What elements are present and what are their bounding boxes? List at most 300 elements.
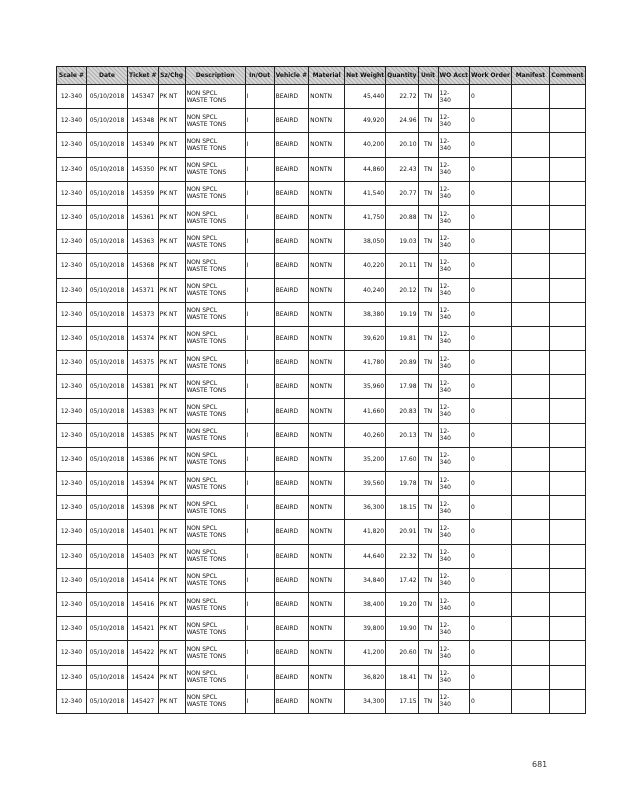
description-cell [185, 230, 245, 254]
manifest-cell [511, 447, 549, 471]
manifest-cell [511, 85, 549, 109]
description-cell-line: WASTE TONS [186, 386, 227, 394]
work-order-cell: 0 [469, 85, 511, 109]
description-cell [185, 447, 245, 471]
description-cell [185, 592, 245, 616]
vehicle-cell: BEAIRD [274, 157, 309, 181]
table-row [57, 326, 586, 350]
in-out-cell: I [245, 109, 274, 133]
quantity-cell: 17.15 [386, 689, 418, 713]
net-weight-cell: 41,780 [345, 351, 386, 375]
sz-chg-cell: PK NT [158, 496, 185, 520]
manifest-cell [511, 109, 549, 133]
wo-acct-cell-line: 12- [439, 452, 450, 460]
sz-chg-cell: PK NT [158, 181, 185, 205]
work-order-cell: 0 [469, 278, 511, 302]
net-weight-cell: 36,300 [345, 496, 386, 520]
in-out-cell: I [245, 520, 274, 544]
quantity-cell: 19.78 [386, 472, 418, 496]
manifest-cell [511, 592, 549, 616]
wo-acct-cell [438, 689, 469, 713]
scale-cell: 12-340 [57, 544, 87, 568]
wo-acct-cell-line: 12- [439, 137, 450, 145]
table-header-row [57, 67, 586, 85]
sz-chg-cell: PK NT [158, 423, 185, 447]
wo-acct-cell-line: 340 [439, 120, 451, 128]
net-weight-cell: 36,820 [345, 665, 386, 689]
wo-acct-cell-line: 12- [439, 573, 450, 581]
description-cell-line: WASTE TONS [186, 338, 227, 346]
scale-cell: 12-340 [57, 641, 87, 665]
in-out-cell: I [245, 133, 274, 157]
date-cell: 05/10/2018 [87, 423, 128, 447]
vehicle-cell: BEAIRD [274, 230, 309, 254]
sz-chg-cell: PK NT [158, 230, 185, 254]
description-cell-line: WASTE TONS [186, 314, 227, 322]
net-weight-cell: 34,300 [345, 689, 386, 713]
ticket-cell: 145421 [128, 617, 159, 641]
description-cell-line: WASTE TONS [186, 459, 227, 467]
vehicle-cell: BEAIRD [274, 496, 309, 520]
comment-cell [549, 544, 585, 568]
wo-acct-cell-line: 12- [439, 694, 450, 702]
quantity-cell: 20.83 [386, 399, 418, 423]
work-order-cell: 0 [469, 568, 511, 592]
net-weight-cell: 35,200 [345, 447, 386, 471]
net-weight-cell: 35,960 [345, 375, 386, 399]
sz-chg-cell: PK NT [158, 544, 185, 568]
date-cell: 05/10/2018 [87, 205, 128, 229]
material-cell: NONTN [309, 592, 345, 616]
net-weight-cell: 38,050 [345, 230, 386, 254]
wo-acct-cell-line: 340 [439, 144, 451, 152]
table-row [57, 109, 586, 133]
description-cell [185, 665, 245, 689]
unit-cell: TN [418, 520, 438, 544]
quantity-cell: 20.60 [386, 641, 418, 665]
wo-acct-cell-line: 12- [439, 210, 450, 218]
description-cell [185, 568, 245, 592]
wo-acct-cell [438, 278, 469, 302]
description-cell-line: NON SPCL [186, 500, 218, 508]
description-cell [185, 157, 245, 181]
wo-acct-cell-line: 12- [439, 645, 450, 653]
material-cell: NONTN [309, 399, 345, 423]
scale-cell: 12-340 [57, 520, 87, 544]
wo-acct-cell-line: 340 [439, 507, 451, 515]
wo-acct-cell [438, 133, 469, 157]
comment-cell [549, 447, 585, 471]
description-cell-line: NON SPCL [186, 621, 218, 629]
wo-acct-cell-line: 340 [439, 217, 451, 225]
description-cell [185, 689, 245, 713]
scale-cell: 12-340 [57, 592, 87, 616]
quantity-cell: 20.91 [386, 520, 418, 544]
wo-acct-cell [438, 544, 469, 568]
wo-acct-cell-line: 12- [439, 162, 450, 170]
wo-acct-cell [438, 254, 469, 278]
material-cell: NONTN [309, 423, 345, 447]
scale-cell: 12-340 [57, 447, 87, 471]
vehicle-cell: BEAIRD [274, 109, 309, 133]
manifest-cell [511, 157, 549, 181]
table-row [57, 133, 586, 157]
work-order-cell: 0 [469, 496, 511, 520]
table-row [57, 85, 586, 109]
wo-acct-cell-line: 12- [439, 549, 450, 557]
vehicle-cell: BEAIRD [274, 568, 309, 592]
unit-cell: TN [418, 351, 438, 375]
quantity-cell: 22.43 [386, 157, 418, 181]
description-cell [185, 496, 245, 520]
description-cell [185, 520, 245, 544]
comment-cell [549, 665, 585, 689]
sz-chg-cell: PK NT [158, 157, 185, 181]
wo-acct-cell-line: 12- [439, 283, 450, 291]
description-cell [185, 399, 245, 423]
wo-acct-cell-line: 12- [439, 307, 450, 315]
scale-cell: 12-340 [57, 496, 87, 520]
manifest-cell [511, 278, 549, 302]
column-header: Comment [549, 67, 585, 85]
net-weight-cell: 41,660 [345, 399, 386, 423]
column-header: Manifest [511, 67, 549, 85]
work-order-cell: 0 [469, 472, 511, 496]
wo-acct-cell-line: 12- [439, 113, 450, 121]
ticket-cell: 145359 [128, 181, 159, 205]
in-out-cell: I [245, 641, 274, 665]
description-cell-line: WASTE TONS [186, 362, 227, 370]
ticket-cell: 145363 [128, 230, 159, 254]
scale-cell: 12-340 [57, 157, 87, 181]
net-weight-cell: 39,560 [345, 472, 386, 496]
net-weight-cell: 41,200 [345, 641, 386, 665]
in-out-cell: I [245, 351, 274, 375]
material-cell: NONTN [309, 447, 345, 471]
comment-cell [549, 641, 585, 665]
material-cell: NONTN [309, 689, 345, 713]
ticket-cell: 145347 [128, 85, 159, 109]
description-cell-line: NON SPCL [186, 210, 218, 218]
description-cell-line: WASTE TONS [186, 556, 227, 564]
date-cell: 05/10/2018 [87, 181, 128, 205]
table-row [57, 665, 586, 689]
ticket-cell: 145374 [128, 326, 159, 350]
vehicle-cell: BEAIRD [274, 689, 309, 713]
work-order-cell: 0 [469, 326, 511, 350]
description-cell-line: WASTE TONS [186, 290, 227, 298]
table-row [57, 278, 586, 302]
in-out-cell: I [245, 617, 274, 641]
unit-cell: TN [418, 689, 438, 713]
in-out-cell: I [245, 665, 274, 689]
unit-cell: TN [418, 665, 438, 689]
wo-acct-cell-line: 340 [439, 459, 451, 467]
in-out-cell: I [245, 85, 274, 109]
table-row [57, 472, 586, 496]
sz-chg-cell: PK NT [158, 472, 185, 496]
description-cell [185, 254, 245, 278]
scale-cell: 12-340 [57, 133, 87, 157]
in-out-cell: I [245, 568, 274, 592]
description-cell-line: NON SPCL [186, 186, 218, 194]
quantity-cell: 22.32 [386, 544, 418, 568]
manifest-cell [511, 351, 549, 375]
wo-acct-cell [438, 665, 469, 689]
quantity-cell: 20.11 [386, 254, 418, 278]
manifest-cell [511, 326, 549, 350]
work-order-cell: 0 [469, 399, 511, 423]
date-cell: 05/10/2018 [87, 351, 128, 375]
scale-cell: 12-340 [57, 617, 87, 641]
quantity-cell: 20.88 [386, 205, 418, 229]
sz-chg-cell: PK NT [158, 133, 185, 157]
wo-acct-cell-line: 340 [439, 435, 451, 443]
description-cell [185, 326, 245, 350]
column-header: Unit [418, 67, 438, 85]
ticket-cell: 145427 [128, 689, 159, 713]
quantity-cell: 18.15 [386, 496, 418, 520]
scale-cell: 12-340 [57, 254, 87, 278]
quantity-cell: 20.13 [386, 423, 418, 447]
wo-acct-cell [438, 85, 469, 109]
manifest-cell [511, 496, 549, 520]
wo-acct-cell-line: 12- [439, 379, 450, 387]
description-cell-line: NON SPCL [186, 283, 218, 291]
scale-cell: 12-340 [57, 665, 87, 689]
ticket-cell: 145383 [128, 399, 159, 423]
material-cell: NONTN [309, 665, 345, 689]
in-out-cell: I [245, 157, 274, 181]
vehicle-cell: BEAIRD [274, 302, 309, 326]
net-weight-cell: 40,200 [345, 133, 386, 157]
comment-cell [549, 326, 585, 350]
vehicle-cell: BEAIRD [274, 399, 309, 423]
wo-acct-cell-line: 340 [439, 604, 451, 612]
wo-acct-cell-line: 340 [439, 531, 451, 539]
work-order-cell: 0 [469, 689, 511, 713]
description-cell [185, 351, 245, 375]
wo-acct-cell-line: 340 [439, 338, 451, 346]
quantity-cell: 17.60 [386, 447, 418, 471]
unit-cell: TN [418, 230, 438, 254]
wo-acct-cell [438, 520, 469, 544]
wo-acct-cell-line: 340 [439, 483, 451, 491]
table-row [57, 520, 586, 544]
scale-cell: 12-340 [57, 278, 87, 302]
wo-acct-cell-line: 12- [439, 258, 450, 266]
scale-cell: 12-340 [57, 205, 87, 229]
description-cell-line: WASTE TONS [186, 169, 227, 177]
work-order-cell: 0 [469, 133, 511, 157]
work-order-cell: 0 [469, 254, 511, 278]
table-row [57, 689, 586, 713]
ticket-cell: 145368 [128, 254, 159, 278]
net-weight-cell: 49,920 [345, 109, 386, 133]
comment-cell [549, 157, 585, 181]
wo-acct-cell-line: 340 [439, 556, 451, 564]
scale-cell: 12-340 [57, 472, 87, 496]
table-row [57, 230, 586, 254]
description-cell [185, 278, 245, 302]
wo-acct-cell-line: 12- [439, 234, 450, 242]
wo-acct-cell [438, 617, 469, 641]
description-cell-line: NON SPCL [186, 549, 218, 557]
wo-acct-cell [438, 568, 469, 592]
unit-cell: TN [418, 592, 438, 616]
date-cell: 05/10/2018 [87, 326, 128, 350]
quantity-cell: 19.90 [386, 617, 418, 641]
description-cell [185, 85, 245, 109]
material-cell: NONTN [309, 326, 345, 350]
ticket-cell: 145398 [128, 496, 159, 520]
quantity-cell: 19.20 [386, 592, 418, 616]
description-cell-line: WASTE TONS [186, 193, 227, 201]
comment-cell [549, 399, 585, 423]
ticket-cell: 145416 [128, 592, 159, 616]
work-order-cell: 0 [469, 447, 511, 471]
wo-acct-cell-line: 12- [439, 621, 450, 629]
sz-chg-cell: PK NT [158, 689, 185, 713]
wo-acct-cell-line: 12- [439, 524, 450, 532]
net-weight-cell: 39,620 [345, 326, 386, 350]
in-out-cell: I [245, 181, 274, 205]
net-weight-cell: 34,840 [345, 568, 386, 592]
wo-acct-cell-line: 340 [439, 628, 451, 636]
manifest-cell [511, 544, 549, 568]
ticket-cell: 145348 [128, 109, 159, 133]
vehicle-cell: BEAIRD [274, 205, 309, 229]
wo-acct-cell-line: 12- [439, 89, 450, 97]
in-out-cell: I [245, 254, 274, 278]
comment-cell [549, 254, 585, 278]
description-cell-line: WASTE TONS [186, 604, 227, 612]
unit-cell: TN [418, 109, 438, 133]
net-weight-cell: 40,220 [345, 254, 386, 278]
wo-acct-cell-line: 12- [439, 186, 450, 194]
date-cell: 05/10/2018 [87, 592, 128, 616]
scale-cell: 12-340 [57, 85, 87, 109]
work-order-cell: 0 [469, 157, 511, 181]
net-weight-cell: 41,750 [345, 205, 386, 229]
description-cell-line: NON SPCL [186, 452, 218, 460]
date-cell: 05/10/2018 [87, 447, 128, 471]
table-row [57, 399, 586, 423]
description-cell [185, 544, 245, 568]
sz-chg-cell: PK NT [158, 520, 185, 544]
net-weight-cell: 41,820 [345, 520, 386, 544]
description-cell [185, 472, 245, 496]
wo-acct-cell [438, 399, 469, 423]
ticket-cell: 145350 [128, 157, 159, 181]
date-cell: 05/10/2018 [87, 641, 128, 665]
ticket-cell: 145403 [128, 544, 159, 568]
description-cell-line: NON SPCL [186, 694, 218, 702]
wo-acct-cell [438, 351, 469, 375]
wo-acct-cell-line: 340 [439, 652, 451, 660]
manifest-cell [511, 665, 549, 689]
ticket-cell: 145371 [128, 278, 159, 302]
vehicle-cell: BEAIRD [274, 617, 309, 641]
date-cell: 05/10/2018 [87, 520, 128, 544]
work-order-cell: 0 [469, 181, 511, 205]
description-cell-line: WASTE TONS [186, 265, 227, 273]
wo-acct-cell-line: 340 [439, 96, 451, 104]
description-cell-line: WASTE TONS [186, 435, 227, 443]
description-cell-line: NON SPCL [186, 404, 218, 412]
column-header: Net Weight [345, 67, 386, 85]
comment-cell [549, 375, 585, 399]
net-weight-cell: 38,380 [345, 302, 386, 326]
scale-cell: 12-340 [57, 399, 87, 423]
work-order-cell: 0 [469, 520, 511, 544]
unit-cell: TN [418, 254, 438, 278]
column-header: Work Order [469, 67, 511, 85]
wo-acct-cell [438, 592, 469, 616]
date-cell: 05/10/2018 [87, 544, 128, 568]
column-header: Sz/Chg [158, 67, 185, 85]
unit-cell: TN [418, 617, 438, 641]
ticket-cell: 145386 [128, 447, 159, 471]
material-cell: NONTN [309, 568, 345, 592]
material-cell: NONTN [309, 472, 345, 496]
net-weight-cell: 45,440 [345, 85, 386, 109]
in-out-cell: I [245, 447, 274, 471]
description-cell [185, 181, 245, 205]
vehicle-cell: BEAIRD [274, 665, 309, 689]
in-out-cell: I [245, 205, 274, 229]
page-number: 681 [532, 760, 548, 769]
manifest-cell [511, 133, 549, 157]
date-cell: 05/10/2018 [87, 230, 128, 254]
manifest-cell [511, 399, 549, 423]
quantity-cell: 20.12 [386, 278, 418, 302]
ticket-cell: 145422 [128, 641, 159, 665]
unit-cell: TN [418, 181, 438, 205]
wo-acct-cell-line: 12- [439, 404, 450, 412]
description-cell-line: WASTE TONS [186, 652, 227, 660]
wo-acct-cell [438, 326, 469, 350]
wo-acct-cell [438, 472, 469, 496]
wo-acct-cell [438, 230, 469, 254]
manifest-cell [511, 689, 549, 713]
wo-acct-cell [438, 157, 469, 181]
material-cell: NONTN [309, 641, 345, 665]
in-out-cell: I [245, 399, 274, 423]
material-cell: NONTN [309, 496, 345, 520]
comment-cell [549, 496, 585, 520]
scale-cell: 12-340 [57, 351, 87, 375]
description-cell-line: NON SPCL [186, 307, 218, 315]
material-cell: NONTN [309, 375, 345, 399]
scale-cell: 12-340 [57, 568, 87, 592]
description-cell [185, 205, 245, 229]
manifest-cell [511, 423, 549, 447]
comment-cell [549, 205, 585, 229]
in-out-cell: I [245, 423, 274, 447]
manifest-cell [511, 617, 549, 641]
table-row [57, 592, 586, 616]
wo-acct-cell [438, 641, 469, 665]
table-row [57, 544, 586, 568]
date-cell: 05/10/2018 [87, 472, 128, 496]
net-weight-cell: 44,860 [345, 157, 386, 181]
wo-acct-cell-line: 340 [439, 386, 451, 394]
column-header: WO Acct [438, 67, 469, 85]
manifest-cell [511, 568, 549, 592]
unit-cell: TN [418, 641, 438, 665]
material-cell: NONTN [309, 302, 345, 326]
